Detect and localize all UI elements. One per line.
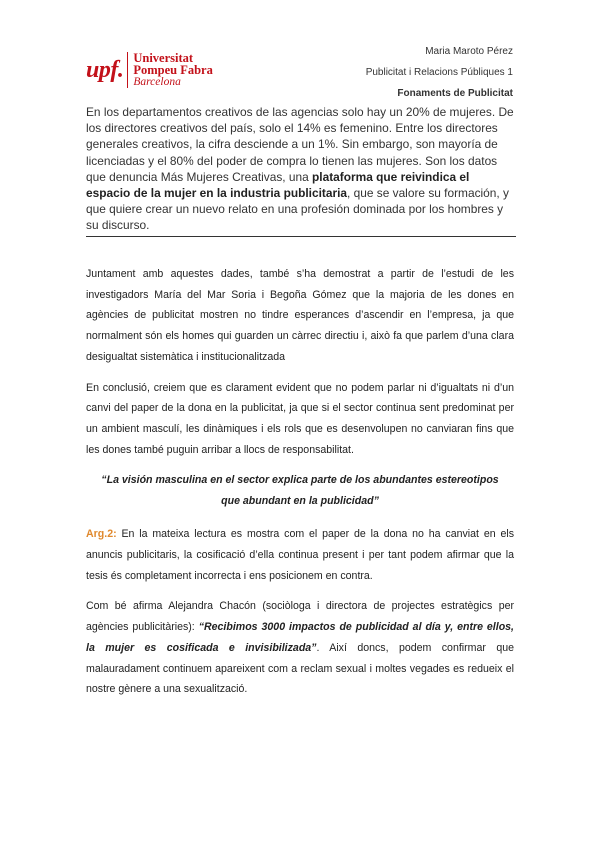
- logo-line-2: Pompeu Fabra: [133, 63, 213, 77]
- document-body: [86, 264, 514, 710]
- paragraph-2: En conclusió, creiem que es clarament evident que no podem parlar ni d’igualtats ni d’un canvi del paper de la dona en la publicitat, ja que si el sector continua sent predominat per un ambient masculí, les dinàmiques i els rols que es desenvolupen no canviaran fins que les dones també puguin arribar a llocs de responsabilitat.: [86, 381, 514, 456]
- subject-name: Fonaments de Publicitat: [397, 88, 513, 99]
- centered-quote: “La visión masculina en el sector explica parte de los abundantes estereotipos que abundant en la publicidad”: [101, 474, 499, 508]
- paragraph-4: [86, 596, 514, 700]
- logo-mark: upf.: [86, 56, 124, 83]
- course-name: Publicitat i Relacions Públiques 1: [365, 67, 513, 78]
- excerpt-text-2: , que se valore su formación, y que quiere crear un nuevo relato en una profesión dominada por los hombres y su discurso.: [86, 186, 509, 233]
- paragraph-3: [86, 524, 514, 586]
- document-header: [366, 41, 513, 104]
- paragraph-1: Juntament amb aquestes dades, també s’ha demostrat a partir de l’estudi de les investigadors María del Mar Soria i Begoña Gómez que la majoria de les dones en agències de publicitat mostren no tindre esperances d’ascendir en l’empresa, ja que normalment són els homes qui guarden un càrrec directiu i, això fa que parlem d’una clara desigualtat sistemàtica i institucionalitzada: [86, 268, 514, 363]
- logo-line-1: Universitat: [133, 51, 194, 65]
- logo-line-3: Barcelona: [133, 76, 181, 88]
- logo-wordmark: [133, 52, 213, 88]
- excerpt-text-1: En los departamentos creativos de las agencias solo hay un 20% de mujeres. De los directores creativos del país, solo el 14% es femenino. Entre los directores generales creativos, la cifra desciende a un 1%. Sin embargo, son mayoría de licenciadas y el 80% del poder de compra lo tienen las mujeres. Son los datos que denuncia Más Mujeres Creativas, una: [86, 105, 514, 184]
- inline-quote: “Recibimos 3000 impactos de publicidad al día y, entre ellos, la mujer es cosificada e invisibilizada”: [86, 621, 515, 654]
- paragraph-4-start: Com bé afirma Alejandra Chacón (sociòloga i directora de projectes estratègics per agències publicitàries):: [86, 600, 514, 634]
- news-excerpt: [86, 104, 516, 237]
- excerpt-highlight: plataforma que reivindica el espacio de la mujer en la industria publicitaria: [86, 169, 470, 201]
- paragraph-4-end: . Així doncs, podem confirmar que malauradament continuem apareixent com a reclam sexual i moltes vegades es redueix el nostre gènere a una sexualització.: [86, 641, 514, 696]
- logo-divider: [127, 52, 128, 88]
- argument-label: Arg.2:: [86, 528, 117, 541]
- author-name: Maria Maroto Pérez: [425, 46, 513, 57]
- university-logo: [86, 45, 213, 95]
- paragraph-3-text: En la mateixa lectura es mostra com el paper de la dona no ha canviat en els anuncis publicitaris, la cosificació d’ella continua present i per tant podem afirmar que la tesis és completament incorrecta i ens posicionem en contra.: [86, 528, 514, 582]
